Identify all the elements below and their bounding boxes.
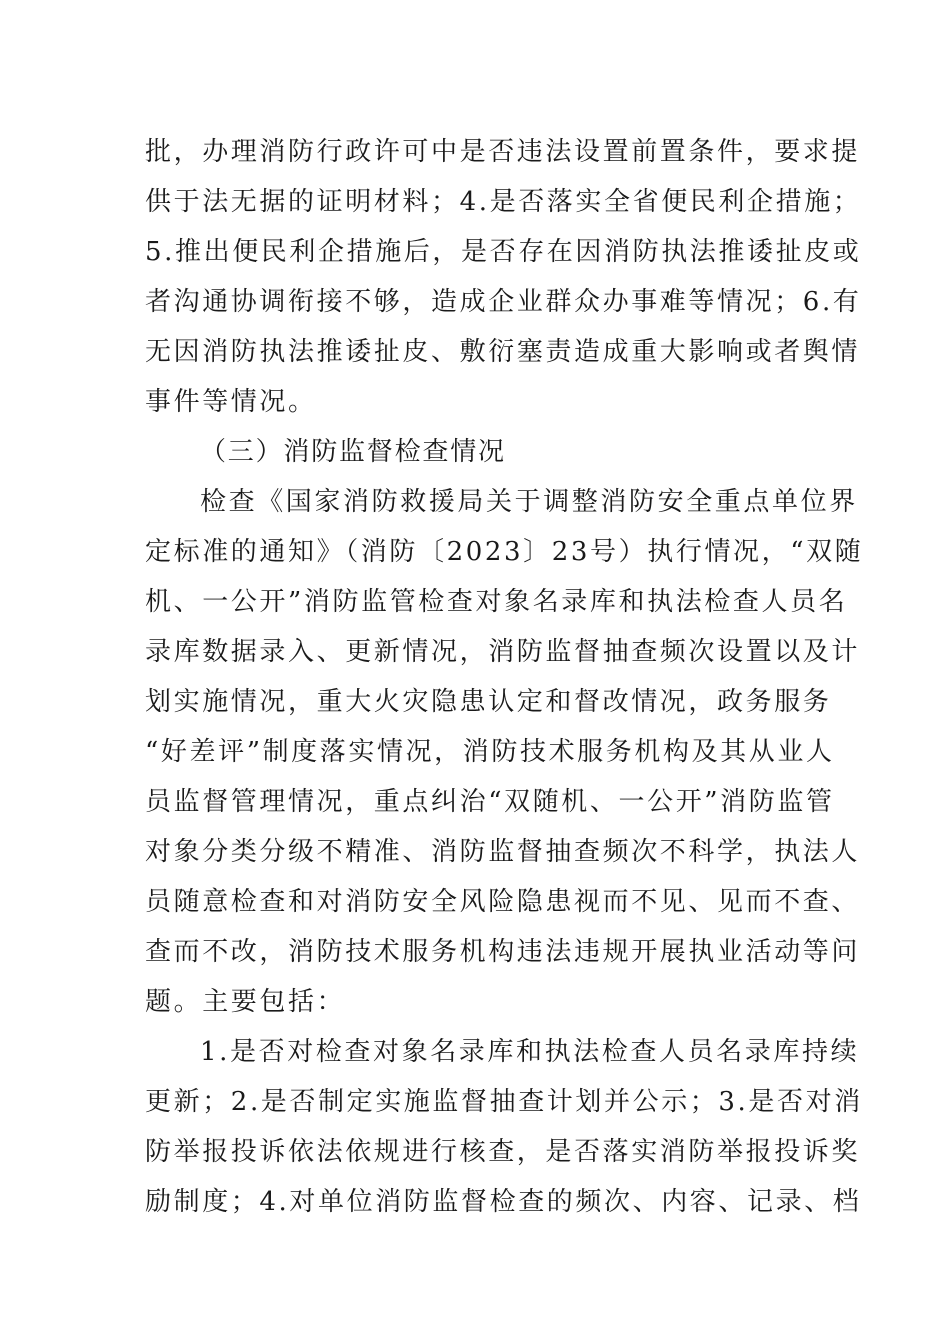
- text-line: 查而不改，消防技术服务机构违法违规开展执业活动等问: [145, 937, 861, 967]
- text-line: 事件等情况。: [145, 387, 317, 417]
- text-line: 检查《国家消防救援局关于调整消防安全重点单位界: [200, 487, 858, 517]
- text-line: 1.是否对检查对象名录库和执法检查人员名录库持续: [200, 1037, 860, 1067]
- text-line: 机、一公开”消防监管检查对象名录库和执法检查人员名: [145, 587, 848, 617]
- text-line: 者沟通协调衔接不够，造成企业群众办事难等情况；6.有: [145, 287, 862, 317]
- text-line: 无因消防执法推诿扯皮、敷衍塞责造成重大影响或者舆情: [145, 337, 861, 367]
- text-line: 励制度；4.对单位消防监督检查的频次、内容、记录、档: [145, 1187, 862, 1217]
- text-line: 员监督管理情况，重点纠治“双随机、一公开”消防监管: [145, 787, 835, 817]
- section-heading: （三）消防监督检查情况: [200, 437, 506, 467]
- text-line: 5.推出便民利企措施后，是否存在因消防执法推诿扯皮或: [145, 237, 862, 267]
- text-line: 防举报投诉依法依规进行核查，是否落实消防举报投诉奖: [145, 1137, 861, 1167]
- text-line: 员随意检查和对消防安全风险隐患视而不见、见而不查、: [145, 887, 861, 917]
- text-line: “好差评”制度落实情况，消防技术服务机构及其从业人: [145, 737, 835, 767]
- text-line: 对象分类分级不精准、消防监督抽查频次不科学，执法人: [145, 837, 861, 867]
- text-line: 录库数据录入、更新情况，消防监督抽查频次设置以及计: [145, 637, 861, 667]
- text-line: 定标准的通知》（消防〔2023〕23号）执行情况，“双随: [145, 537, 864, 567]
- text-line: 题。主要包括：: [145, 987, 346, 1017]
- text-line: 划实施情况，重大火灾隐患认定和督改情况，政务服务: [145, 687, 832, 717]
- text-line: 批，办理消防行政许可中是否违法设置前置条件，要求提: [145, 137, 861, 167]
- text-line: 更新；2.是否制定实施监督抽查计划并公示；3.是否对消: [145, 1087, 863, 1117]
- text-line: 供于法无据的证明材料；4.是否落实全省便民利企措施；: [145, 187, 862, 217]
